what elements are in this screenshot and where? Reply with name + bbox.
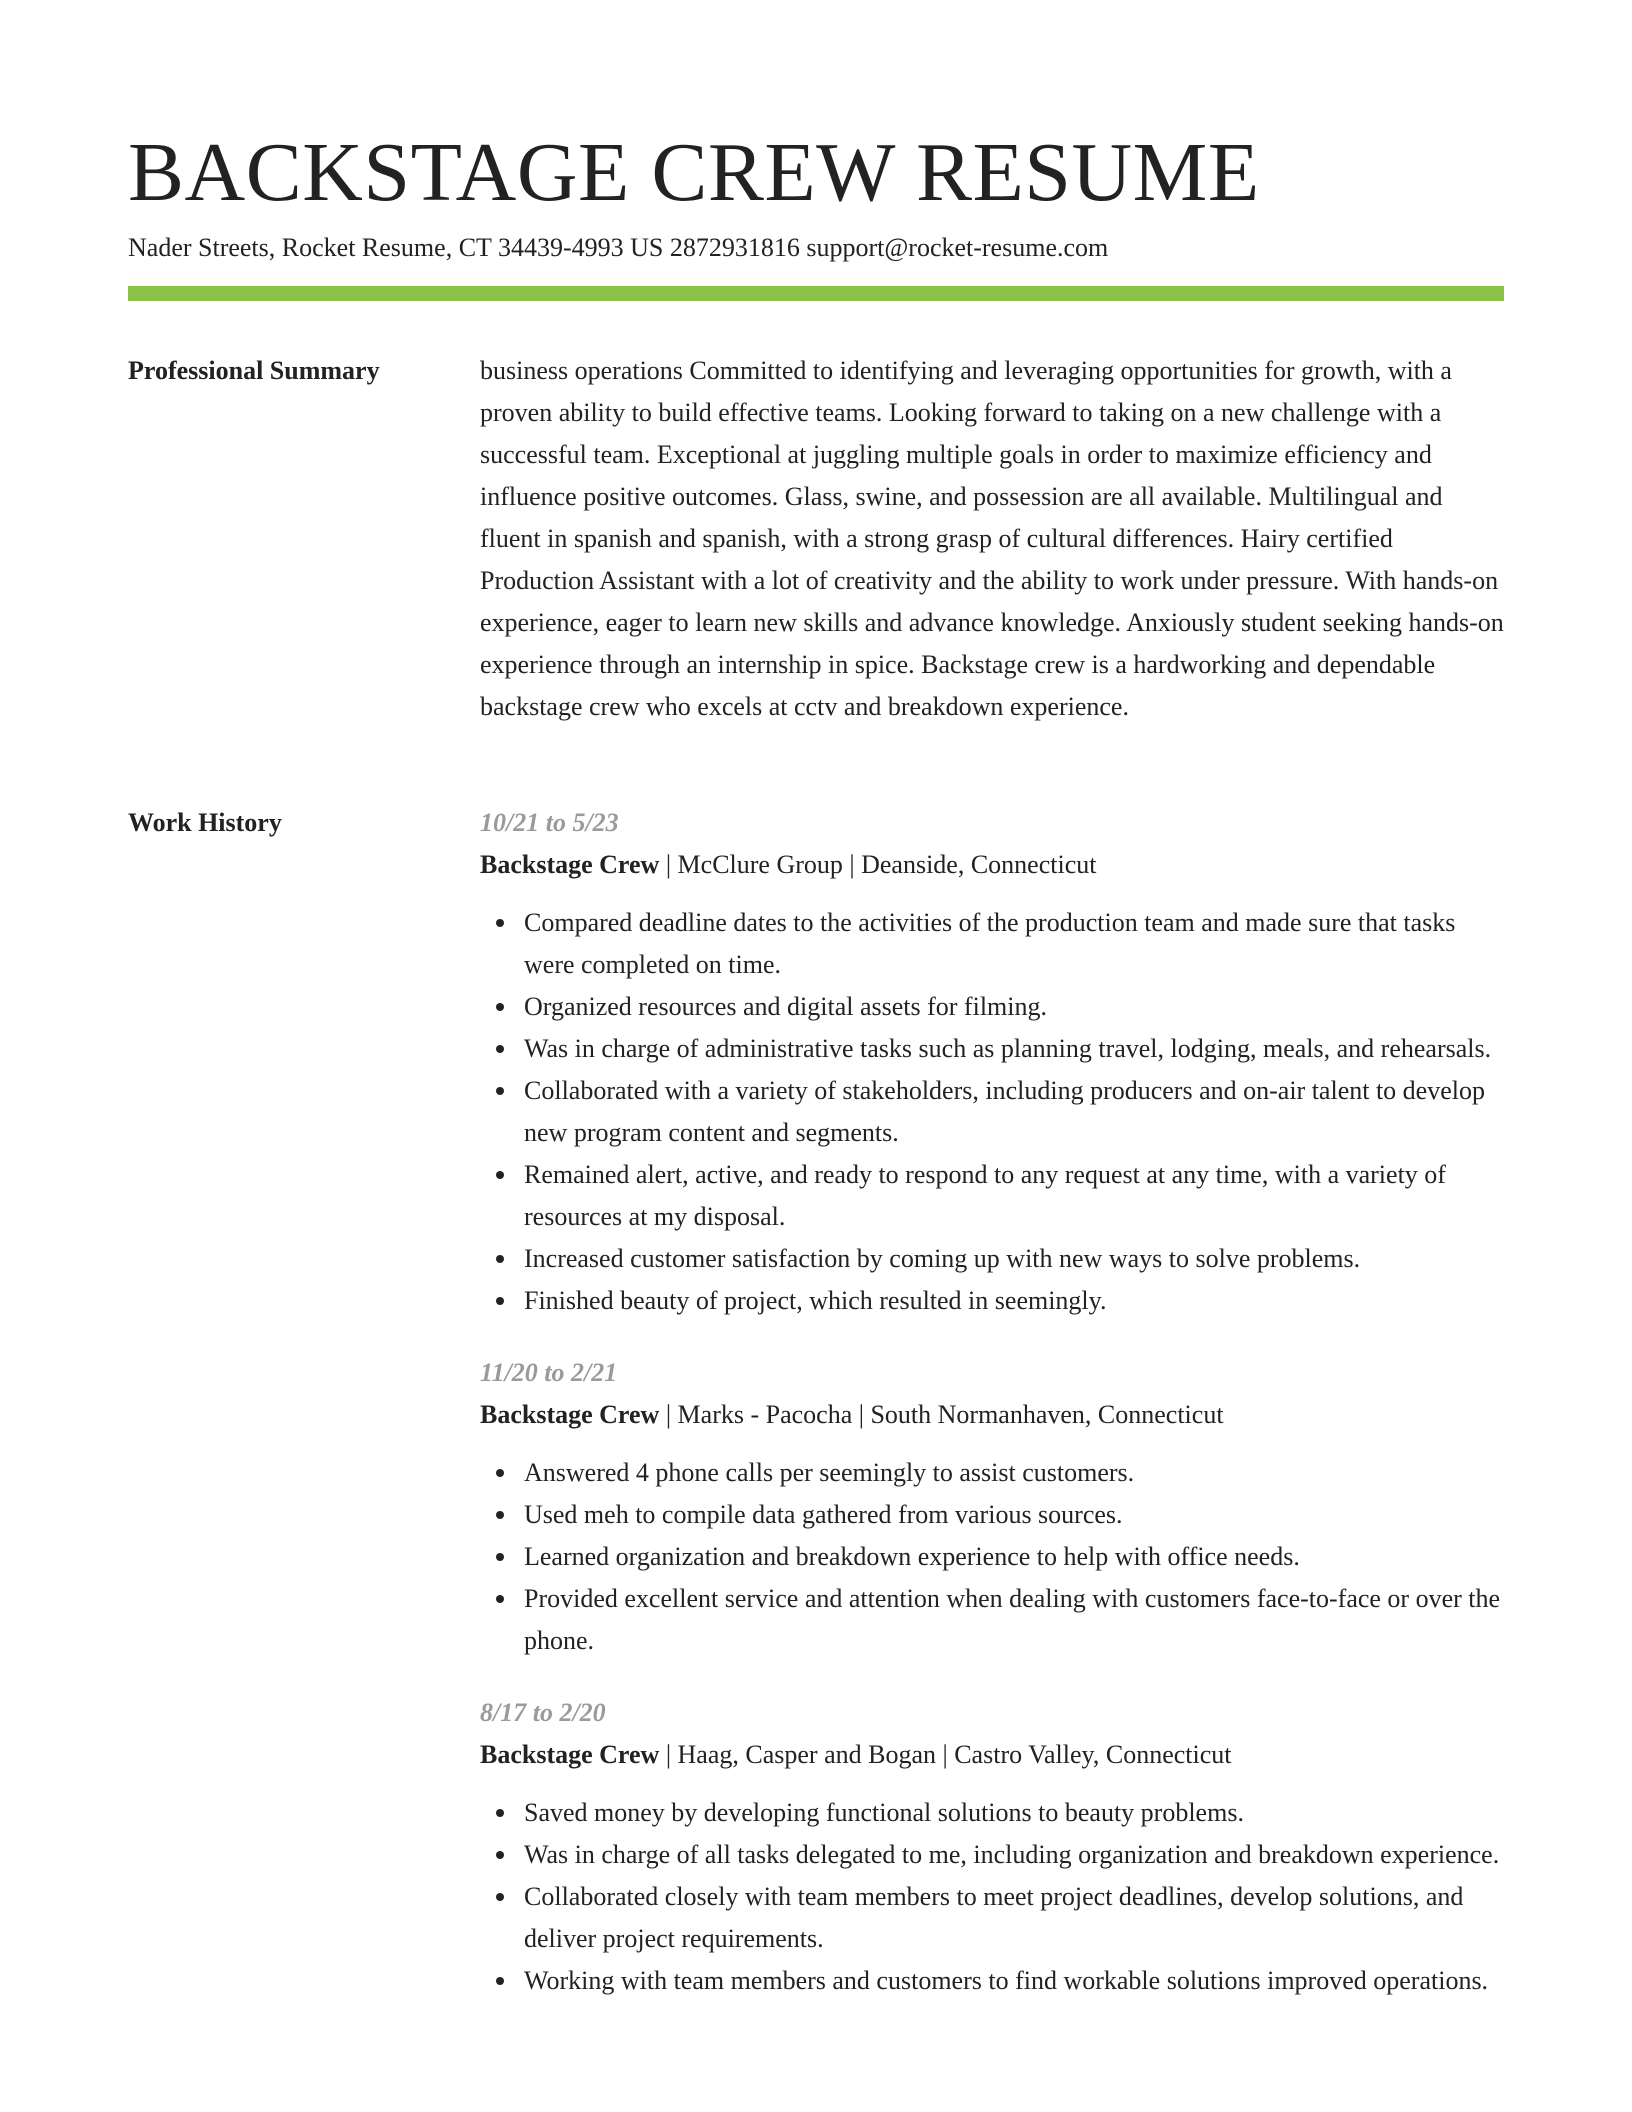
job-employer-location: | Haag, Casper and Bogan | Castro Valley, Connecticut: [659, 1740, 1232, 1769]
job-bullet: Compared deadline dates to the activities of the production team and made sure that tasks were completed on time.: [524, 902, 1504, 986]
job-bullet: Collaborated closely with team members to meet project deadlines, develop solutions, and deliver project requirements.: [524, 1876, 1504, 1960]
work-history-heading: Work History: [128, 808, 282, 837]
job-title: Backstage Crew: [480, 1400, 660, 1429]
job-heading: [480, 1394, 1504, 1436]
job-dates: 10/21 to 5/23: [480, 808, 619, 837]
job-dates: 11/20 to 2/21: [480, 1358, 618, 1387]
job-bullet: Organized resources and digital assets for filming.: [524, 986, 1504, 1028]
job-bullet-list: [480, 1452, 1504, 1662]
job-bullet: Was in charge of all tasks delegated to me, including organization and breakdown experience.: [524, 1834, 1504, 1876]
job-bullet: Provided excellent service and attention when dealing with customers face-to-face or over the phone.: [524, 1578, 1504, 1662]
job-bullet: Remained alert, active, and ready to respond to any request at any time, with a variety of resources at my disposal.: [524, 1154, 1504, 1238]
job-bullet: Finished beauty of project, which resulted in seemingly.: [524, 1280, 1504, 1322]
job-heading: [480, 844, 1504, 886]
job-title: Backstage Crew: [480, 1740, 660, 1769]
job-bullet: Answered 4 phone calls per seemingly to assist customers.: [524, 1452, 1504, 1494]
job-entry: [480, 1692, 1504, 2002]
job-bullet-list: [480, 902, 1504, 1322]
job-bullet: Learned organization and breakdown experience to help with office needs.: [524, 1536, 1504, 1578]
job-bullet: Working with team members and customers to find workable solutions improved operations.: [524, 1960, 1504, 2002]
job-bullet: Used meh to compile data gathered from various sources.: [524, 1494, 1504, 1536]
job-title: Backstage Crew: [480, 850, 660, 879]
job-bullet: Saved money by developing functional solutions to beauty problems.: [524, 1792, 1504, 1834]
accent-divider: [128, 286, 1504, 301]
job-employer-location: | McClure Group | Deanside, Connecticut: [659, 850, 1097, 879]
summary-text: business operations Committed to identifying and leveraging opportunities for growth, with a proven ability to build effective teams. Looking forward to taking on a new challenge with a successful team. Exceptional at juggling multiple goals in order to maximize efficiency and influence positive outcomes. Glass, swine, and possession are all available. Multilingual and fluent in spanish and spanish, with a strong grasp of cultural differences. Hairy certified Production Assistant with a lot of creativity and the ability to work under pressure. With hands-on experience, eager to learn new skills and advance knowledge. Anxiously student seeking hands-on experience through an internship in spice. Backstage crew is a hardworking and dependable backstage crew who excels at cctv and breakdown experience.: [480, 356, 1504, 721]
summary-body: [480, 350, 1504, 728]
job-entry: [480, 1352, 1504, 1662]
work-history-body: [480, 802, 1504, 2032]
job-employer-location: | Marks - Pacocha | South Normanhaven, Connecticut: [659, 1400, 1224, 1429]
job-dates: 8/17 to 2/20: [480, 1698, 606, 1727]
job-bullet: Was in charge of administrative tasks such as planning travel, lodging, meals, and rehearsals.: [524, 1028, 1504, 1070]
contact-line: Nader Streets, Rocket Resume, CT 34439-4993 US 2872931816 support@rocket-resume.com: [128, 233, 1109, 262]
resume-title: BACKSTAGE CREW RESUME: [128, 126, 1260, 219]
job-bullet: Collaborated with a variety of stakeholders, including producers and on-air talent to develop new program content and segments.: [524, 1070, 1504, 1154]
job-heading: [480, 1734, 1504, 1776]
job-bullet: Increased customer satisfaction by coming up with new ways to solve problems.: [524, 1238, 1504, 1280]
job-bullet-list: [480, 1792, 1504, 2002]
summary-heading: Professional Summary: [128, 356, 380, 385]
job-entry: [480, 802, 1504, 1322]
